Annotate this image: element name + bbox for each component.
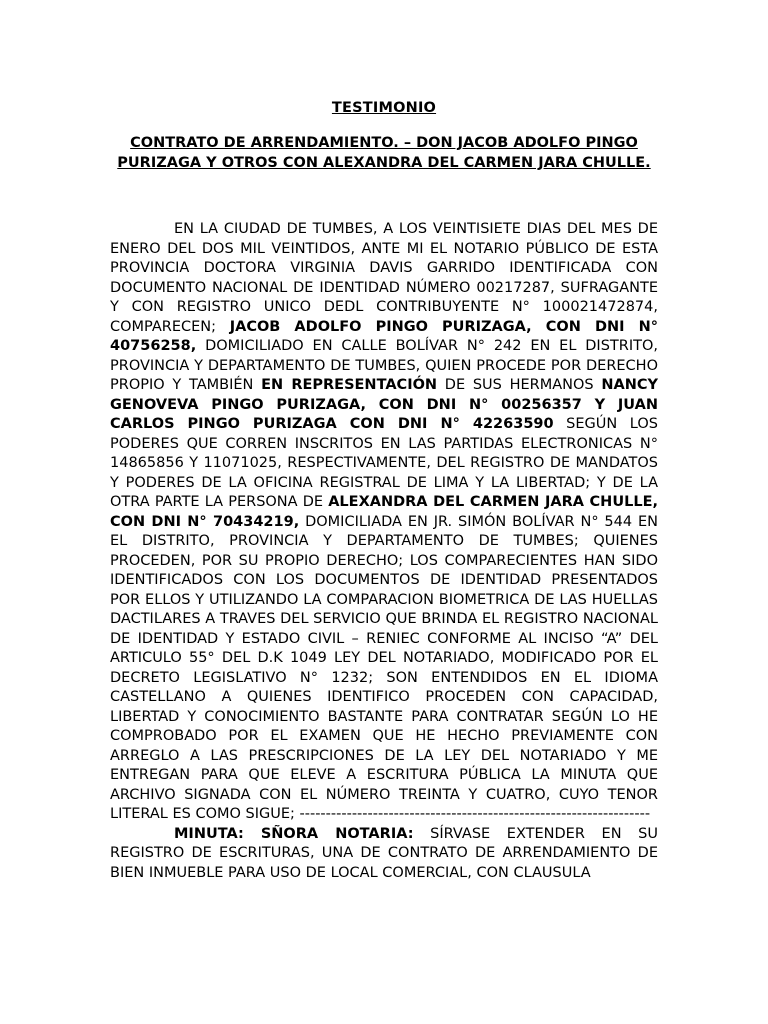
text-run-bold: NANCY GENOVEVA PINGO PURIZAGA, CON DNI N° 00256357 Y JUAN CARLOS PINGO PURIZAGA CON DNI N° 42263590	[110, 377, 658, 432]
text-run: DE SUS HERMANOS	[437, 377, 602, 393]
text-run-bold: EN REPRESENTACIÓN	[261, 377, 438, 393]
paragraph-minuta	[110, 825, 658, 884]
text-run: SEGÚN LOS PODERES QUE CORREN INSCRITOS EN LAS PARTIDAS ELECTRONICAS N° 14865856 Y 11071025, RESPECTIVAMENTE, DEL REGISTRO DE MANDATOS Y PODERES DE LA OFICINA REGISTRAL DE LIMA Y LA LIBERTAD; Y DE LA OTRA PARTE LA PERSONA DE	[110, 416, 658, 510]
text-run-bold: JACOB ADOLFO PINGO PURIZAGA, CON DNI N° 40756258,	[110, 318, 658, 354]
text-run-bold: ALEXANDRA DEL CARMEN JARA CHULLE, CON DNI N° 70434219,	[110, 494, 658, 530]
document-title: TESTIMONIO	[331, 100, 437, 116]
text-run: EN LA CIUDAD DE TUMBES, A LOS VEINTISIETE DIAS DEL MES DE ENERO DEL DOS MIL VEINTIDOS, ANTE MI EL NOTARIO PÚBLICO DE ESTA PROVINCIA DOCTORA VIRGINIA DAVIS GARRIDO IDENTIFICADA CON DOCUMENTO NACIONAL DE IDENTIDAD NÚMERO 00217287, SUFRAGANTE Y CON REGISTRO UNICO DEDL CONTRIBUYENTE N° 100021472874, COMPARECEN;	[110, 221, 658, 335]
text-run-bold: MINUTA: SÑORA NOTARIA:	[174, 825, 414, 842]
document-body	[110, 220, 658, 883]
text-run: DOMICILIADA EN JR. SIMÓN BOLÍVAR N° 544 EN EL DISTRITO, PROVINCIA Y DEPARTAMENTO DE TUMBES; QUIENES PROCEDEN, POR SU PROPIO DERECHO; LOS COMPARECIENTES HAN SIDO IDENTIFICADOS CON LOS DOCUMENTOS DE IDENTIDAD PRESENTADOS POR ELLOS Y UTILIZANDO LA COMPARACION BIOMETRICA DE LAS HUELLAS DACTILARES A TRAVES DEL SERVICIO QUE BRINDA EL REGISTRO NACIONAL DE IDENTIDAD Y ESTADO CIVIL – RENIEC CONFORME AL INCISO “A” DEL ARTICULO 55° DEL D.K 1049 LEY DEL NOTARIADO, MODIFICADO POR EL DECRETO LEGISLATIVO N° 1232; SON ENTENDIDOS EN EL IDIOMA CASTELLANO A QUIENES IDENTIFICO PROCEDEN CON CAPACIDAD, LIBERTAD Y CONOCIMIENTO BASTANTE PARA CONTRATAR SEGÚN LO HE COMPROBADO POR EL EXAMEN QUE HE HECHO PREVIAMENTE CON ARREGLO A LAS PRESCRIPCIONES DE LA LEY DEL NOTARIADO Y ME ENTREGAN PARA QUE ELEVE A ESCRITURA PÚBLICA LA MINUTA QUE ARCHIVO SIGNADA CON EL NÚMERO TREINTA Y CUATRO, CUYO TENOR LITERAL ES COMO SIGUE; -------------------------------------------------------------------	[110, 513, 658, 822]
text-run: SÍRVASE EXTENDER EN SU REGISTRO DE ESCRITURAS, UNA DE CONTRATO DE ARRENDAMIENTO DE BIEN INMUEBLE PARA USO DE LOCAL COMERCIAL, CON CLAUSULA	[110, 825, 658, 881]
paragraph-appearance	[110, 220, 658, 825]
text-run: DOMICILIADO EN CALLE BOLÍVAR N° 242 EN EL DISTRITO, PROVINCIA Y DEPARTAMENTO DE TUMBES, QUIEN PROCEDE POR DERECHO PROPIO Y TAMBIÉN	[110, 338, 658, 393]
document-subtitle: CONTRATO DE ARRENDAMIENTO. – DON JACOB ADOLFO PINGO PURIZAGA Y OTROS CON ALEXANDRA DEL CARMEN JARA CHULLE.	[117, 135, 651, 171]
